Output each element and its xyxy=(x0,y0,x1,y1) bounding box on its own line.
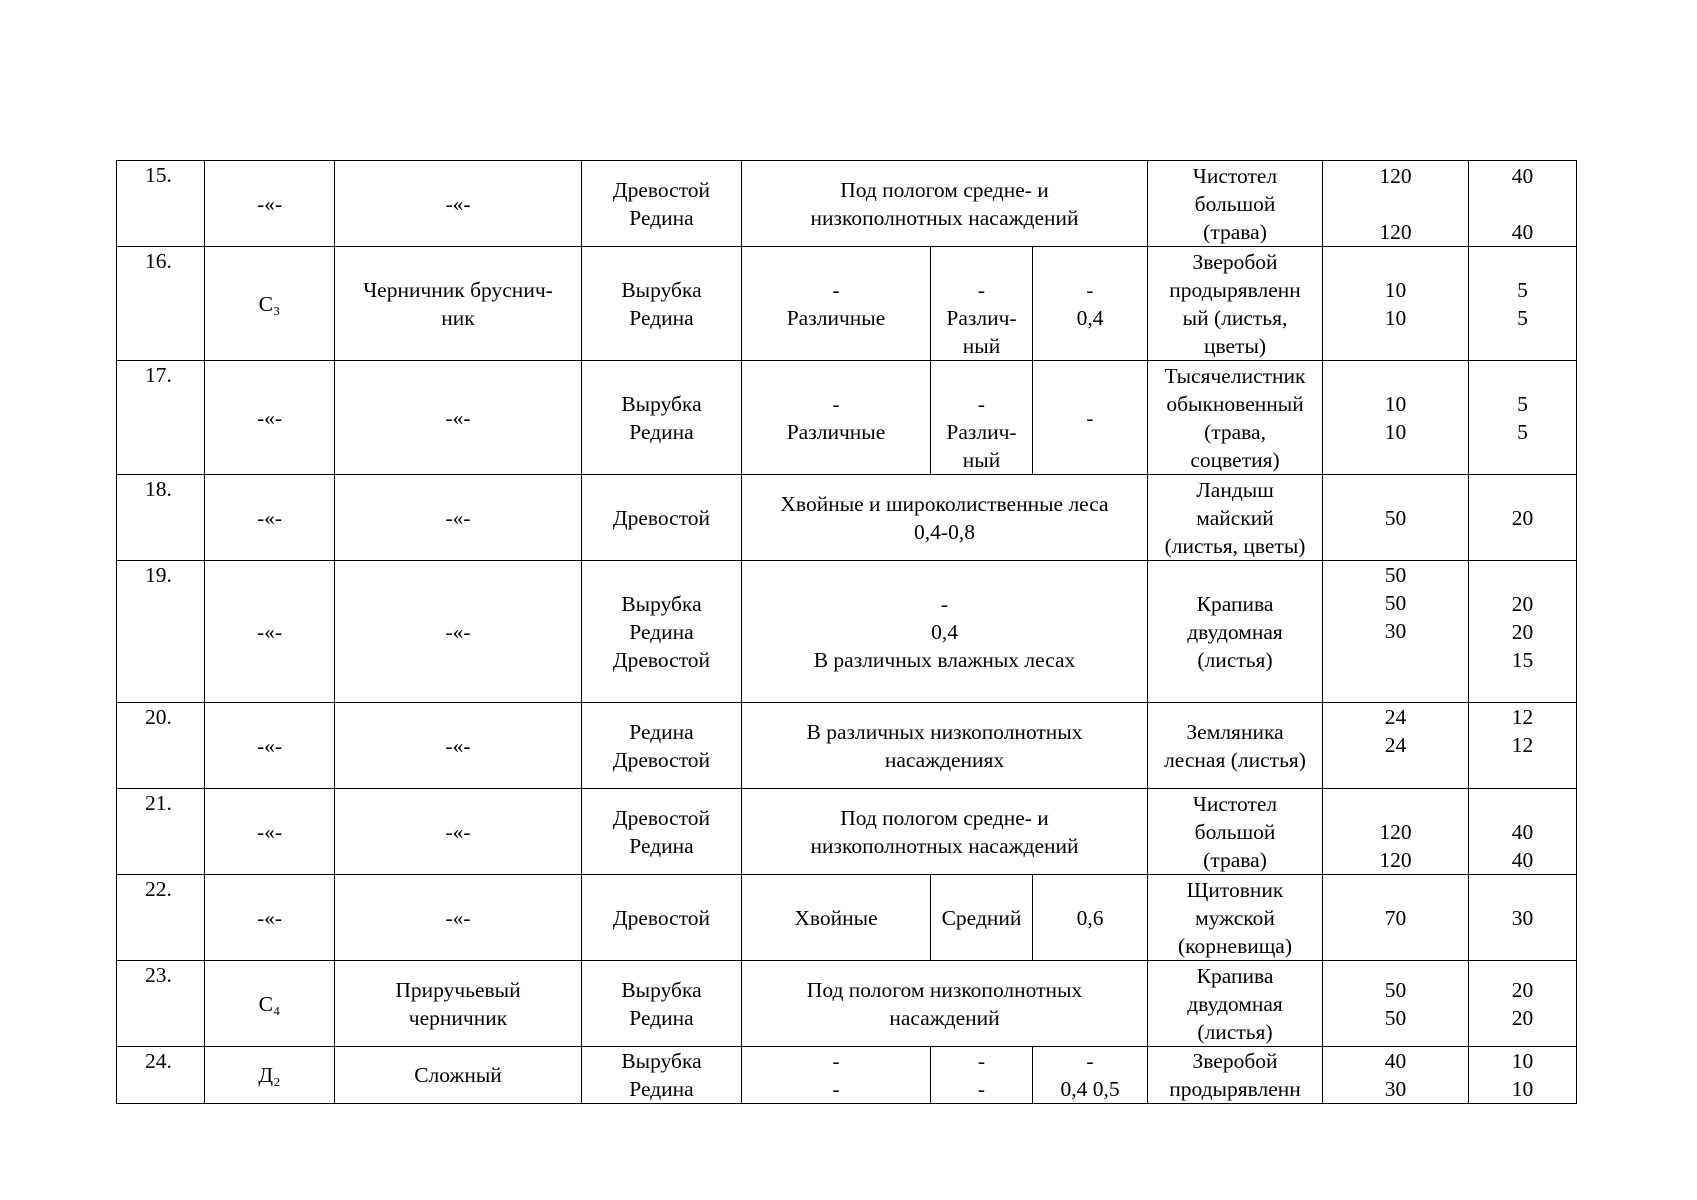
density-cell: - Различ- ный xyxy=(931,247,1033,361)
row-number: 16. xyxy=(117,247,205,361)
type-cell: -«- xyxy=(335,875,582,961)
code-cell: -«- xyxy=(205,789,335,875)
species-cell: Хвойные xyxy=(742,875,931,961)
value-cell-1: 24 24 xyxy=(1323,703,1469,789)
conditions-cell: - 0,4 В различных влажных лесах xyxy=(742,561,1148,703)
conditions-cell: Хвойные и широколиственные леса 0,4-0,8 xyxy=(742,475,1148,561)
row-number: 17. xyxy=(117,361,205,475)
stand-cell: Древостой Редина xyxy=(582,789,742,875)
value-cell-2: 40 40 xyxy=(1469,789,1577,875)
stand-cell: Вырубка Редина Древостой xyxy=(582,561,742,703)
value-cell-1: 40 30 xyxy=(1323,1047,1469,1104)
stand-cell: Вырубка Редина xyxy=(582,361,742,475)
table-row xyxy=(117,1047,1577,1104)
type-cell: -«- xyxy=(335,561,582,703)
value-cell-1: 70 xyxy=(1323,875,1469,961)
species-cell: - - xyxy=(742,1047,931,1104)
row-number: 21. xyxy=(117,789,205,875)
code-cell: -«- xyxy=(205,361,335,475)
type-cell: -«- xyxy=(335,703,582,789)
row-number: 15. xyxy=(117,161,205,247)
value-cell-2: 5 5 xyxy=(1469,247,1577,361)
code-cell: С₃ xyxy=(205,247,335,361)
row-number: 19. xyxy=(117,561,205,703)
value-cell-2: 10 10 xyxy=(1469,1047,1577,1104)
conditions-cell: В различных низкополнотных насаждениях xyxy=(742,703,1148,789)
value-cell-1: 120 120 xyxy=(1323,789,1469,875)
plant-cell: Ландыш майский (листья, цветы) xyxy=(1148,475,1323,561)
table-row xyxy=(117,161,1577,247)
plant-cell: Щитовник мужской (корневища) xyxy=(1148,875,1323,961)
table-row xyxy=(117,961,1577,1047)
value-cell-1: 50 50 xyxy=(1323,961,1469,1047)
table-row xyxy=(117,247,1577,361)
stand-cell: Древостой Редина xyxy=(582,161,742,247)
conditions-cell: Под пологом средне- и низкополнотных насаждений xyxy=(742,789,1148,875)
species-cell: - Различные xyxy=(742,247,931,361)
fullness-cell: - xyxy=(1033,361,1148,475)
plant-cell: Зверобой продырявленн xyxy=(1148,1047,1323,1104)
code-cell: Д₂ xyxy=(205,1047,335,1104)
value-cell-2: 5 5 xyxy=(1469,361,1577,475)
fullness-cell: 0,6 xyxy=(1033,875,1148,961)
species-cell: - Различные xyxy=(742,361,931,475)
table-row xyxy=(117,703,1577,789)
code-cell: -«- xyxy=(205,161,335,247)
density-cell: - Различ- ный xyxy=(931,361,1033,475)
table-row xyxy=(117,361,1577,475)
code-cell: -«- xyxy=(205,875,335,961)
plant-cell: Земляника лесная (листья) xyxy=(1148,703,1323,789)
table-row xyxy=(117,875,1577,961)
table-row xyxy=(117,789,1577,875)
plant-cell: Чистотел большой (трава) xyxy=(1148,161,1323,247)
value-cell-1: 120 120 xyxy=(1323,161,1469,247)
type-cell: -«- xyxy=(335,475,582,561)
row-number: 23. xyxy=(117,961,205,1047)
stand-cell: Вырубка Редина xyxy=(582,961,742,1047)
fullness-cell: - 0,4 0,5 xyxy=(1033,1047,1148,1104)
value-cell-2: 20 20 15 xyxy=(1469,561,1577,703)
stand-cell: Древостой xyxy=(582,875,742,961)
type-cell: -«- xyxy=(335,361,582,475)
value-cell-2: 20 20 xyxy=(1469,961,1577,1047)
stand-cell: Вырубка Редина xyxy=(582,247,742,361)
value-cell-2: 20 xyxy=(1469,475,1577,561)
type-cell: Приручьевый черничник xyxy=(335,961,582,1047)
plant-cell: Тысячелистник обыкновенный (трава, соцветия) xyxy=(1148,361,1323,475)
conditions-cell: Под пологом низкополнотных насаждений xyxy=(742,961,1148,1047)
type-cell: Черничник бруснич- ник xyxy=(335,247,582,361)
data-table xyxy=(116,160,1577,1104)
code-cell: -«- xyxy=(205,475,335,561)
row-number: 18. xyxy=(117,475,205,561)
value-cell-2: 30 xyxy=(1469,875,1577,961)
code-cell: -«- xyxy=(205,561,335,703)
density-cell: Средний xyxy=(931,875,1033,961)
row-number: 24. xyxy=(117,1047,205,1104)
table-row xyxy=(117,561,1577,703)
type-cell: Сложный xyxy=(335,1047,582,1104)
value-cell-1: 50 50 30 xyxy=(1323,561,1469,703)
row-number: 20. xyxy=(117,703,205,789)
value-cell-1: 10 10 xyxy=(1323,361,1469,475)
value-cell-2: 12 12 xyxy=(1469,703,1577,789)
plant-cell: Крапива двудомная (листья) xyxy=(1148,561,1323,703)
value-cell-2: 40 40 xyxy=(1469,161,1577,247)
plant-cell: Крапива двудомная (листья) xyxy=(1148,961,1323,1047)
plant-cell: Зверобой продырявленн ый (листья, цветы) xyxy=(1148,247,1323,361)
code-cell: -«- xyxy=(205,703,335,789)
code-cell: С₄ xyxy=(205,961,335,1047)
conditions-cell: Под пологом средне- и низкополнотных насаждений xyxy=(742,161,1148,247)
row-number: 22. xyxy=(117,875,205,961)
table-row xyxy=(117,475,1577,561)
stand-cell: Редина Древостой xyxy=(582,703,742,789)
value-cell-1: 50 xyxy=(1323,475,1469,561)
type-cell: -«- xyxy=(335,789,582,875)
stand-cell: Вырубка Редина xyxy=(582,1047,742,1104)
density-cell: - - xyxy=(931,1047,1033,1104)
stand-cell: Древостой xyxy=(582,475,742,561)
plant-cell: Чистотел большой (трава) xyxy=(1148,789,1323,875)
fullness-cell: - 0,4 xyxy=(1033,247,1148,361)
type-cell: -«- xyxy=(335,161,582,247)
value-cell-1: 10 10 xyxy=(1323,247,1469,361)
